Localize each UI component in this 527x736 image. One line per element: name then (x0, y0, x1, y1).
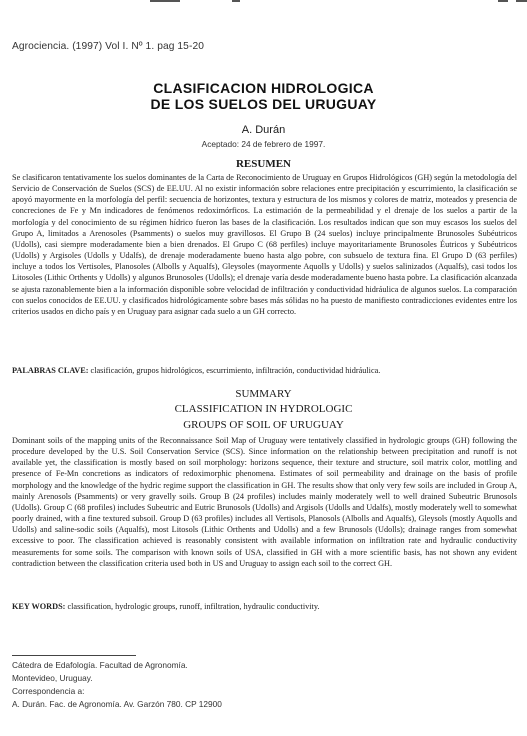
scan-artifact (232, 0, 240, 2)
scan-artifact (150, 0, 180, 2)
summary-subtitle-line-2: GROUPS OF SOIL OF URUGUAY (183, 419, 344, 431)
author-name: A. Durán (241, 124, 286, 136)
footnote-city: Montevideo, Uruguay. (12, 673, 93, 683)
resumen-body: Se clasificaron tentativamente los suelos dominantes de la Carta de Reconocimiento de Uruguay en Grupos Hidrológicos (GH) según la metodología del Servicio de Conservación de Suelos (SCS) de EE.UU. Al no existir información sobre relaciones entre precipitación y escurrimiento, la clasificación se apoyó mayormente en la morfología del perfil: secuencia de horizontes, textura y estructura de los mismos y colores de matriz, moteados y presencia de concreciones de Fe y Mn indicadores de fenómenos redoximórficos. La estimación de la permeabilidad y el drenaje de los suelos a partir de la morfología y del conocimiento de su régimen hídrico fueron las bases de la clasificación. Los resultados indican que son muy escasos los suelos del Grupo A, limitados a Arenosoles (Psamments) o suelos muy gravillosos. El Grupo B (24 suelos) incluye principalmente Brunosoles Subéutricos (Udolls), casi siempre moderadamente bien a bien drenados. El Grupo C (68 perfiles) incluye mayoritariamente Brunosoles Éutricos y Subéutricos (Udolls) y Argisoles (Udolls y Udalfs), de drenaje moderadamente bueno hasta algo pobre, con subsuelo de textura fina. El Grupo D (63 perfiles) incluye a todos los Vertisoles, Planosoles (Albolls y Aqualfs), Gleysoles (mayormente Aquolls y Udolls) y suelos salinizados (Aqualfs), casi todos los Litosoles (Lithic Orthents y Udolls) y algunos Brunosoles (Udolls); el drenaje varía desde moderadamente bueno hasta pobre. La clasificación alcanzada se ajusta razonablemente bien a la información disponible sobre velocidad de infiltración y conductividad hidráulica de algunos suelos. La comparación con suelos conocidos de EE.UU. y clasificados hidrológicamente sobre bases más sólidas no ha puesto de manifiesto contradicciones evidentes entre los criterios usados en dicho país y en Uruguay para asignar cada suelo a un GH correcto. (12, 173, 517, 316)
journal-reference: Agrociencia. (1997) Vol I. Nº 1. pag 15-20 (12, 41, 204, 52)
resumen-heading: RESUMEN (235, 158, 291, 170)
footnote-affiliation: Cátedra de Edafología. Facultad de Agronomía. (12, 660, 188, 670)
key-words-label: KEY WORDS: (12, 602, 66, 611)
palabras-clave-label: PALABRAS CLAVE: (12, 366, 89, 375)
summary-subtitle-line-1: CLASSIFICATION IN HYDROLOGIC (174, 403, 353, 415)
paper-title-line-1: CLASIFICACION HIDROLOGICA (153, 80, 374, 96)
accepted-date: Aceptado: 24 de febrero de 1997. (201, 139, 326, 149)
palabras-clave-text: clasificación, grupos hidrológicos, escurrimiento, infiltración, conductividad hidráulica. (90, 366, 381, 375)
key-words (12, 602, 517, 611)
scan-artifact (498, 0, 508, 2)
scan-artifact (516, 0, 527, 2)
summary-body: Dominant soils of the mapping units of the Reconnaissance Soil Map of Uruguay were tentatively classified in hydrologic groups (GH) following the procedure developed by the U.S. Soil Conservation Service (SCS). Since information on the relationship between precipitation and runoff is not available yet, the classification is mostly based on soil morphology: horizons sequence, their texture and structure, soil matrix color, mottling and presence of Fe-Mn concretions as indicators of redoximorphic phenomena. Estimates of soil permeability and drainage on the basis of profile morphology and the knowledge of the hydric regime support the classification in GH. The results show that only very few soils are included in Group A, mainly Arenosols (Psamments) or very gravelly soils. Group B (24 profiles) includes mainly moderately well to well drained Subeutric Brunosols (Udolls). Group C (68 profiles) includes Subeutric and Eutric Brunosols (Udolls) and Argisols (Udolls and Udalfs), mostly moderately well to somewhat poorly drained, with a fine textured subsoil. Group D (63 profiles) includes all Vertisols, Planosols (Albolls and Aqualfs), Gleysols (mostly Aquolls and Udolls) and saline-sodic soils (Aqualfs), most Litosols (Lithic Orthents and Udolls) and a few Brunosols (Udolls); drainage ranges from somewhat excessive to poor. The classification achieved is reasonably consistent with available information on infiltration rate and hydraulic conductivity measurements for some soils. The comparison with known soils of USA, classified in GH with a more scientific basis, has not shown any evident contradiction between the classification criteria used both in US and Uruguay to assign each soil to the correct GH. (12, 436, 517, 568)
summary-heading: SUMMARY (235, 388, 292, 400)
palabras-clave (12, 366, 517, 375)
footnote-divider (12, 655, 136, 656)
footnote-correspondence: Correspondencia a: (12, 686, 85, 696)
paper-title-line-2: DE LOS SUELOS DEL URUGUAY (150, 96, 377, 112)
key-words-text: classification, hydrologic groups, runoff, infiltration, hydraulic conductivity. (67, 602, 320, 611)
footnote-address: A. Durán. Fac. de Agronomía. Av. Garzón 780. CP 12900 (12, 699, 222, 709)
